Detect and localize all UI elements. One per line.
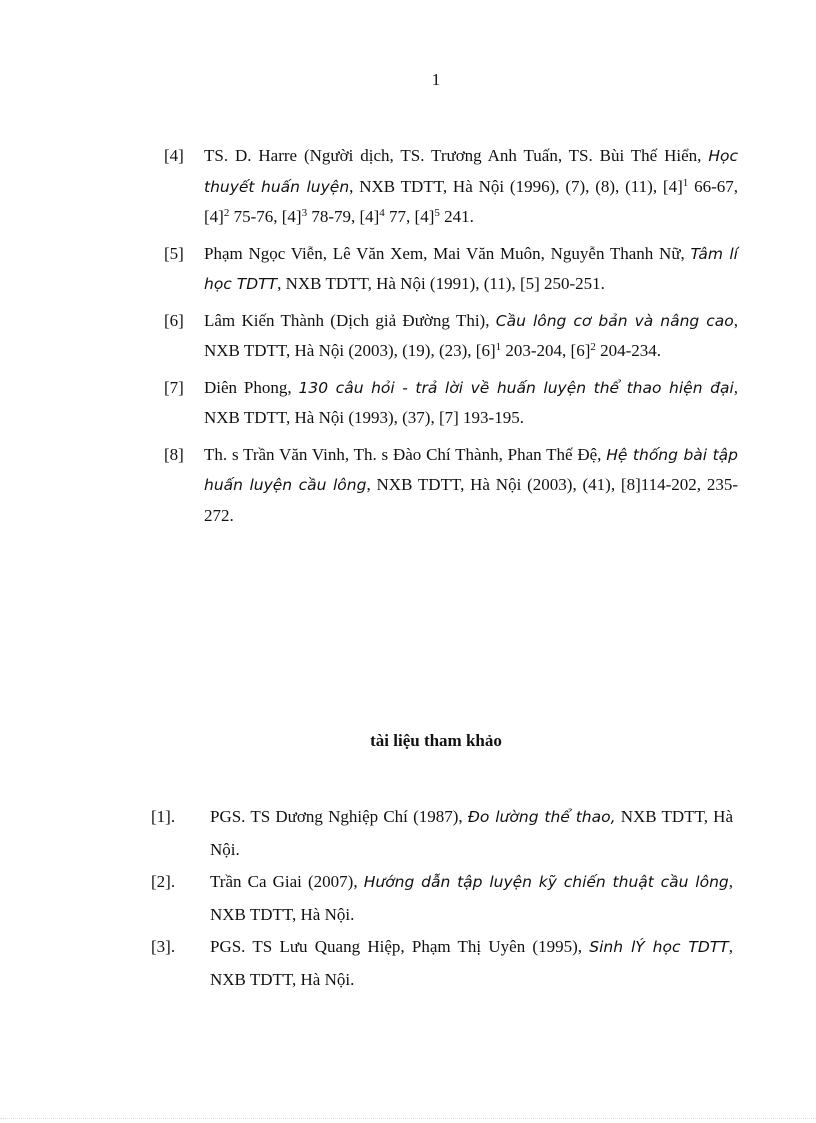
reference-text [210, 866, 733, 931]
reference-text [210, 801, 733, 866]
reference-item [151, 801, 733, 866]
reference-segment: , NXB TDTT, Hà Nội (1991), (11), [5] 250-251. [277, 274, 605, 293]
reference-superscript: 1 [682, 176, 689, 189]
reference-number: [1]. [151, 807, 176, 826]
reference-segment: TS. D. Harre (Người dịch, TS. Trương Anh Tuấn, TS. Bùi Thế Hiển, [204, 146, 709, 165]
reference-number: [2]. [151, 872, 176, 891]
reference-segment: , NXB TDTT, Hà Nội (1996), (7), (8), (11), [4] [349, 176, 683, 196]
page-number: 1 [431, 70, 441, 89]
reference-title: 130 câu hỏi - trả lời về huấn luyện thể thao hiện đại [298, 378, 734, 397]
reference-text [204, 306, 738, 367]
reference-title: Hệ thống bài tập huấn luyện cầu lông [204, 445, 738, 494]
reference-number: [6] [164, 310, 184, 330]
reference-item [164, 141, 738, 233]
reference-text [210, 931, 733, 996]
reference-segment: 77, [4] [384, 207, 435, 226]
reference-title: Học thuyết huấn luyện [204, 147, 738, 196]
reference-superscript: 1 [495, 341, 502, 353]
reference-text [204, 440, 738, 532]
reference-segment: 78-79, [4] [307, 207, 380, 226]
reference-title: Cầu lông cơ bản và nâng cao [495, 311, 734, 330]
reference-superscript: 2 [590, 341, 596, 353]
reference-segment: , NXB TDTT, Hà Nội (2003), (19), (23), [6] [204, 310, 738, 360]
reference-number: [4] [164, 146, 184, 165]
reference-title: Đo lường thể thao, [467, 808, 616, 826]
reference-list-top [164, 141, 738, 537]
reference-segment: , NXB TDTT, Hà Nội (1993), (37), [7] 193-195. [204, 377, 738, 427]
reference-segment: , NXB TDTT, Hà Nội (2003), (41), [8]114-202, 235-272. [204, 475, 739, 525]
reference-superscript: 4 [379, 207, 385, 219]
reference-segment: Lâm Kiến Thành (Dịch giả Đường Thi), [204, 310, 496, 330]
reference-number: [5] [164, 243, 184, 263]
reference-segment: Diên Phong, [204, 377, 299, 397]
reference-superscript: 3 [301, 207, 308, 219]
reference-number: [3]. [151, 937, 176, 956]
reference-item [164, 373, 738, 434]
reference-number: [7] [164, 377, 184, 397]
reference-text [204, 141, 738, 233]
reference-item [151, 866, 733, 931]
reference-segment: NXB TDTT, Hà Nội. [210, 807, 733, 859]
reference-segment: Trần Ca Giai (2007), [210, 872, 364, 891]
reference-segment: Phạm Ngọc Viễn, Lê Văn Xem, Mai Văn Muôn, Nguyễn Thanh Nữ, [204, 243, 691, 263]
reference-item [164, 440, 738, 532]
reference-segment: Th. s Trần Văn Vinh, Th. s Đào Chí Thành, Phan Thế Đệ, [204, 444, 607, 464]
reference-text [204, 373, 738, 434]
reference-superscript: 2 [223, 207, 230, 219]
reference-segment: , NXB TDTT, Hà Nội. [210, 872, 733, 924]
reference-segment: PGS. TS Lưu Quang Hiệp, Phạm Thị Uyên (1995), [210, 937, 590, 956]
reference-segment: 203-204, [6] [501, 341, 591, 360]
reference-item [164, 239, 738, 300]
reference-title: Sinh lÝ học TDTT [589, 938, 729, 956]
reference-segment: 75-76, [4] [229, 207, 302, 226]
reference-superscript: 5 [434, 207, 440, 219]
reference-segment: 66-67, [4] [204, 176, 738, 226]
reference-segment: PGS. TS Dương Nghiệp Chí (1987), [210, 807, 468, 826]
reference-segment: 204-234. [595, 341, 662, 360]
section-title: tài liệu tham khảo [370, 731, 502, 750]
reference-text [204, 239, 738, 300]
reference-item [164, 306, 738, 367]
reference-segment: , NXB TDTT, Hà Nội. [210, 937, 733, 989]
reference-item [151, 931, 733, 996]
reference-title: Tâm lí học TDTT [204, 244, 738, 293]
reference-segment: 241. [439, 207, 474, 226]
reference-number: [8] [164, 444, 184, 464]
reference-list-bottom [151, 801, 733, 996]
reference-title: Hướng dẫn tập luyện kỹ chiến thuật cầu lông [363, 873, 729, 891]
page-bottom-divider [0, 1118, 816, 1119]
